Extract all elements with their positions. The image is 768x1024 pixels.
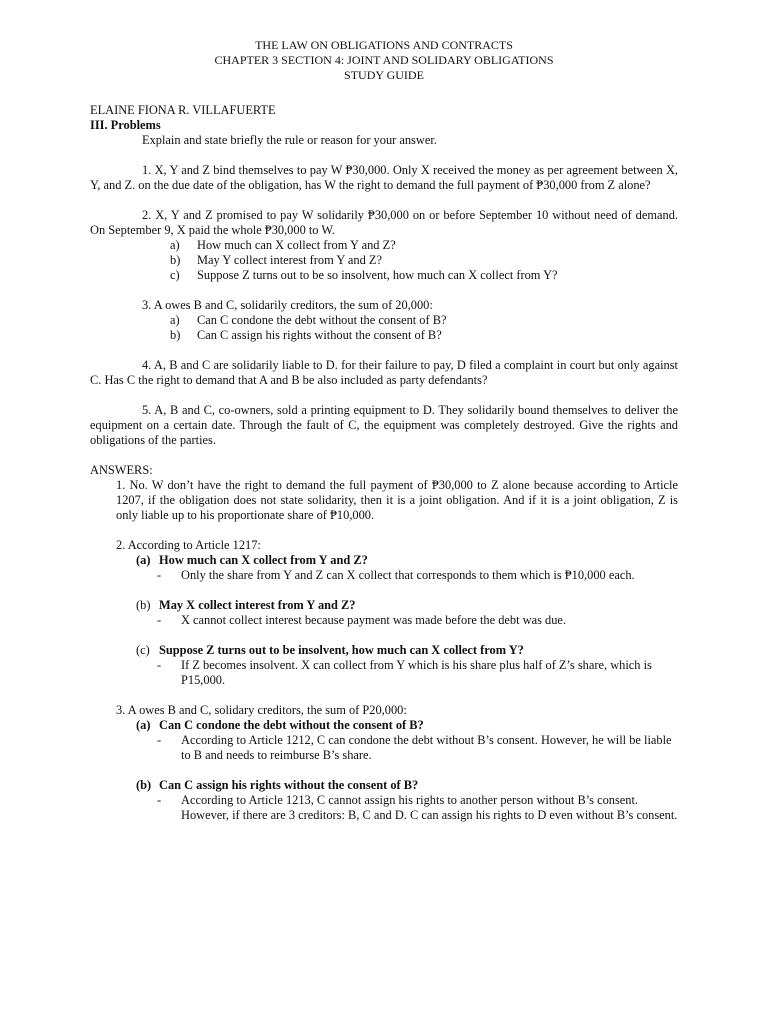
problem-3-item — [90, 313, 678, 328]
problem-2-item — [90, 238, 678, 253]
question-text: Can C assign his rights without the consent of B? — [159, 778, 419, 792]
answers-heading: ANSWERS: — [90, 463, 153, 477]
item-text: Can C condone the debt without the consent of B? — [197, 313, 447, 327]
item-text: Can C assign his rights without the consent of B? — [197, 328, 442, 342]
answer-2c-question — [90, 643, 678, 658]
problem-3-item — [90, 328, 678, 343]
question-text: Suppose Z turns out to be insolvent, how much can X collect from Y? — [159, 643, 524, 657]
section-title: III. Problems — [90, 118, 161, 132]
answer-3a-question — [90, 718, 678, 733]
item-text: Suppose Z turns out to be so insolvent, how much can X collect from Y? — [197, 268, 558, 282]
question-label: (a) — [136, 718, 151, 732]
document-header — [90, 38, 678, 83]
dash-bullet: - — [157, 658, 162, 672]
answer-2a-question — [90, 553, 678, 568]
question-label: (b) — [136, 778, 152, 792]
item-text: May Y collect interest from Y and Z? — [197, 253, 382, 267]
item-text: How much can X collect from Y and Z? — [197, 238, 396, 252]
response-text: Only the share from Y and Z can X collect that corresponds to them which is ₱10,000 each. — [181, 568, 635, 582]
problem-3: 3. A owes B and C, solidarily creditors, the sum of 20,000: — [142, 298, 433, 312]
answer-3b-response — [90, 793, 678, 823]
item-label: a) — [170, 313, 180, 327]
answer-2a-response — [90, 568, 678, 583]
question-label: (b) — [136, 598, 151, 612]
guide-title: STUDY GUIDE — [344, 68, 424, 82]
response-text: X cannot collect interest because payment was made before the debt was due. — [181, 613, 566, 627]
question-label: (a) — [136, 553, 151, 567]
item-label: a) — [170, 238, 180, 252]
answer-1: 1. No. W don’t have the right to demand the full payment of ₱30,000 to Z alone because according to Article 1207, if the obligation does not state solidarity, then it is a joint obligation. And if it is a joint obligation, Z is only liable up to his proportionate share of ₱10,000. — [116, 478, 678, 522]
answer-2b-question — [90, 598, 678, 613]
answer-3b-question — [90, 778, 678, 793]
problem-5: 5. A, B and C, co-owners, sold a printing equipment to D. They solidarily bound themselves to deliver the equipment on a certain date. Through the fault of C, the equipment was completely destroyed. Give the rights and obligations of the parties. — [90, 403, 678, 447]
answer-2-intro: 2. According to Article 1217: — [116, 538, 261, 552]
dash-bullet: - — [157, 733, 162, 747]
chapter-title: CHAPTER 3 SECTION 4: JOINT AND SOLIDARY OBLIGATIONS — [214, 53, 554, 67]
author-name: ELAINE FIONA R. VILLAFUERTE — [90, 103, 276, 117]
problem-2-item — [90, 253, 678, 268]
problem-2: 2. X, Y and Z promised to pay W solidarily ₱30,000 on or before September 10 without need of demand. On September 9, X paid the whole ₱30,000 to W. — [90, 208, 678, 237]
response-text: If Z becomes insolvent. X can collect from Y which is his share plus half of Z’s share, which is P15,000. — [181, 658, 652, 687]
answer-3a-response — [90, 733, 678, 763]
dash-bullet: - — [157, 613, 162, 627]
document-page — [90, 38, 678, 823]
question-text: Can C condone the debt without the consent of B? — [159, 718, 424, 732]
item-label: b) — [170, 253, 181, 267]
problem-1: 1. X, Y and Z bind themselves to pay W ₱30,000. Only X received the money as per agreement between X, Y, and Z. on the due date of the obligation, has W the right to demand the full payment of ₱30,000 from Z alone? — [90, 163, 678, 192]
question-text: May X collect interest from Y and Z? — [159, 598, 356, 612]
instructions: Explain and state briefly the rule or reason for your answer. — [142, 133, 437, 147]
response-text: According to Article 1212, C can condone the debt without B’s consent. However, he will be liable to B and needs to reimburse B’s share. — [181, 733, 672, 762]
answer-2b-response — [90, 613, 678, 628]
dash-bullet: - — [157, 568, 162, 582]
item-label: c) — [170, 268, 180, 282]
question-label: (c) — [136, 643, 150, 657]
dash-bullet: - — [157, 793, 162, 807]
question-text: How much can X collect from Y and Z? — [159, 553, 368, 567]
answer-2c-response — [90, 658, 678, 688]
item-label: b) — [170, 328, 181, 342]
course-title: THE LAW ON OBLIGATIONS AND CONTRACTS — [255, 38, 513, 52]
response-text: According to Article 1213, C cannot assign his rights to another person without B’s consent. However, if there are 3 creditors: B, C and D. C can assign his rights to D even without B’s consent. — [181, 793, 678, 822]
problem-2-item — [90, 268, 678, 283]
answer-3-intro: 3. A owes B and C, solidary creditors, the sum of P20,000: — [116, 703, 407, 717]
problem-4: 4. A, B and C are solidarily liable to D. for their failure to pay, D filed a complaint in court but only against C. Has C the right to demand that A and B be also included as party defendants? — [90, 358, 678, 387]
